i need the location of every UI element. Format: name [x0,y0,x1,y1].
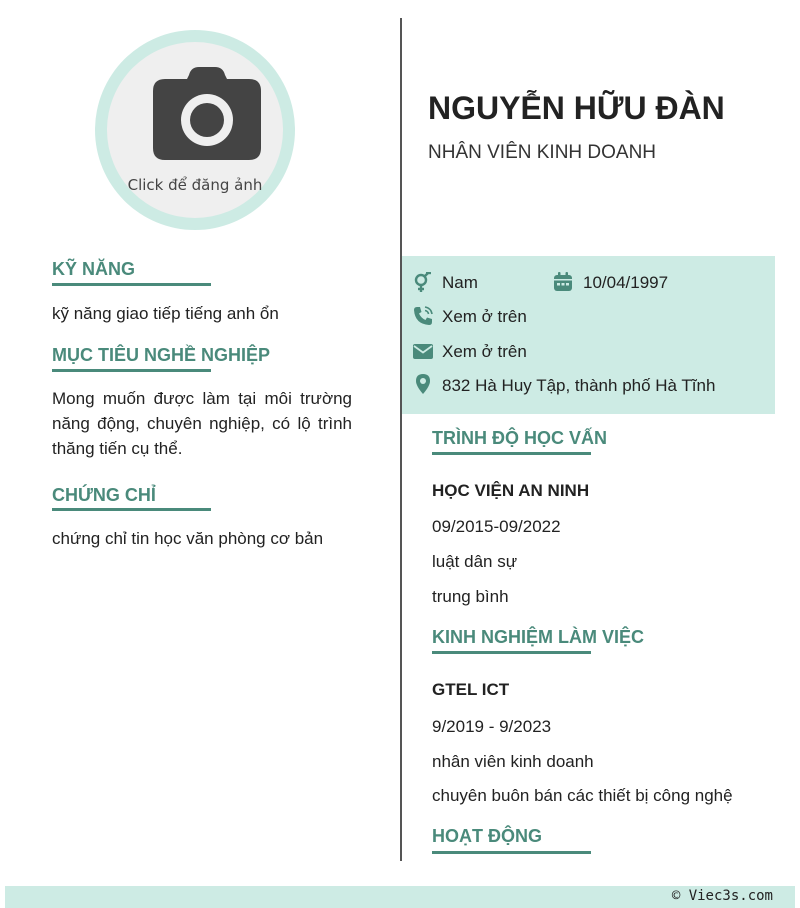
birthday-value: 10/04/1997 [583,273,669,292]
objective-text: Mong muốn được làm tại môi trường năng động, chuyên nghiệp, có lộ trình thăng tiến cụ thể. [52,389,352,458]
experience-underline [432,651,591,654]
skills-underline [52,283,211,286]
avatar-caption: Click để đăng ảnh [127,176,263,194]
experience-heading: KINH NGHIỆM LÀM VIỆC [432,627,645,647]
education-school: HỌC VIỆN AN NINH [432,481,590,500]
contact-panel [402,256,775,414]
activities-heading: HOẠT ĐỘNG [432,826,542,846]
skills-text: kỹ năng giao tiếp tiếng anh ổn [52,304,279,323]
email-value: Xem ở trên [442,342,527,361]
education-underline [432,452,591,455]
footer-bar [5,886,795,908]
column-divider [400,18,402,861]
objective-heading: MỤC TIÊU NGHỀ NGHIỆP [52,345,271,365]
experience-company: GTEL ICT [432,680,510,699]
education-period: 09/2015-09/2022 [432,517,561,536]
phone-value: Xem ở trên [442,307,527,326]
education-grade: trung bình [432,587,509,606]
location-pin-icon [413,374,433,394]
certificates-text: chứng chỉ tin học văn phòng cơ bản [52,529,324,548]
education-heading: TRÌNH ĐỘ HỌC VẤN [432,428,607,448]
activities-underline [432,851,591,854]
footer-copyright: © Viec3s.com [671,888,773,904]
avatar-placeholder[interactable] [107,42,283,218]
certificates-underline [52,508,211,511]
job-title: NHÂN VIÊN KINH DOANH [428,142,657,163]
phone-icon [413,306,433,326]
avatar-upload[interactable] [95,30,295,230]
experience-period: 9/2019 - 9/2023 [432,717,552,736]
certificates-heading: CHỨNG CHỈ [52,485,156,505]
gender-icon [413,272,433,292]
experience-position: nhân viên kinh doanh [432,752,594,771]
skills-heading: KỸ NĂNG [52,259,136,279]
calendar-icon [553,272,573,292]
objective-underline [52,369,211,372]
full-name: NGUYỄN HỮU ĐÀN [428,90,725,126]
envelope-icon [413,341,433,361]
education-major: luật dân sự [432,552,518,571]
experience-description: chuyên buôn bán các thiết bị công nghệ [432,786,733,805]
gender-value: Nam [442,273,478,292]
camera-icon [153,67,261,160]
address-value: 832 Hà Huy Tập, thành phố Hà Tĩnh [442,376,716,395]
